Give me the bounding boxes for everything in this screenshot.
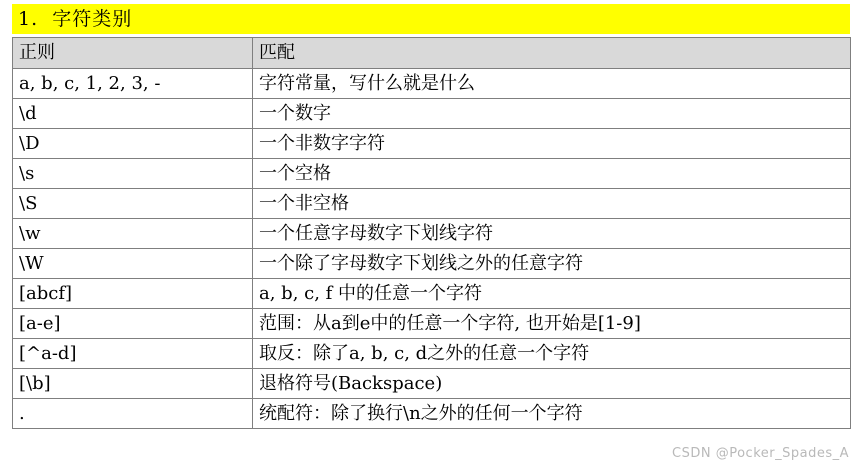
table-row — [13, 249, 851, 279]
table-row — [13, 189, 851, 219]
section-heading-highlight — [12, 4, 850, 34]
regex-reference-table — [12, 37, 851, 429]
cell-regex: \W — [13, 249, 253, 279]
watermark-text: CSDN @Pocker_Spades_A — [672, 446, 849, 461]
table-row — [13, 219, 851, 249]
cell-match: 一个除了字母数字下划线之外的任意字符 — [253, 249, 851, 279]
table-row — [13, 339, 851, 369]
cell-regex: [^a-d] — [13, 339, 253, 369]
cell-match: 字符常量，写什么就是什么 — [253, 69, 851, 99]
page-title: 1. 字符类别 — [18, 7, 133, 30]
column-header-match: 匹配 — [253, 38, 851, 69]
cell-regex: \d — [13, 99, 253, 129]
cell-regex: [a-e] — [13, 309, 253, 339]
cell-match: 取反：除了a, b, c, d之外的任意一个字符 — [253, 339, 851, 369]
cell-regex: \S — [13, 189, 253, 219]
table-row — [13, 129, 851, 159]
cell-regex: [abcf] — [13, 279, 253, 309]
cell-match: 一个空格 — [253, 159, 851, 189]
table-row — [13, 159, 851, 189]
table-header-row — [13, 38, 851, 69]
cell-match: a, b, c, f 中的任意一个字符 — [253, 279, 851, 309]
table-row — [13, 369, 851, 399]
cell-regex: \D — [13, 129, 253, 159]
cell-match: 退格符号(Backspace) — [253, 369, 851, 399]
cell-regex: \w — [13, 219, 253, 249]
cell-regex: . — [13, 399, 253, 429]
cell-match: 一个非数字字符 — [253, 129, 851, 159]
cell-match: 统配符：除了换行\n之外的任何一个字符 — [253, 399, 851, 429]
table-row — [13, 69, 851, 99]
column-header-regex: 正则 — [13, 38, 253, 69]
cell-regex: [\b] — [13, 369, 253, 399]
cell-match: 一个任意字母数字下划线字符 — [253, 219, 851, 249]
cell-regex: a, b, c, 1, 2, 3, - — [13, 69, 253, 99]
cell-match: 一个非空格 — [253, 189, 851, 219]
table-row — [13, 399, 851, 429]
table-row — [13, 279, 851, 309]
cell-match: 范围：从a到e中的任意一个字符, 也开始是[1-9] — [253, 309, 851, 339]
table-row — [13, 99, 851, 129]
table-row — [13, 309, 851, 339]
cell-match: 一个数字 — [253, 99, 851, 129]
cell-regex: \s — [13, 159, 253, 189]
